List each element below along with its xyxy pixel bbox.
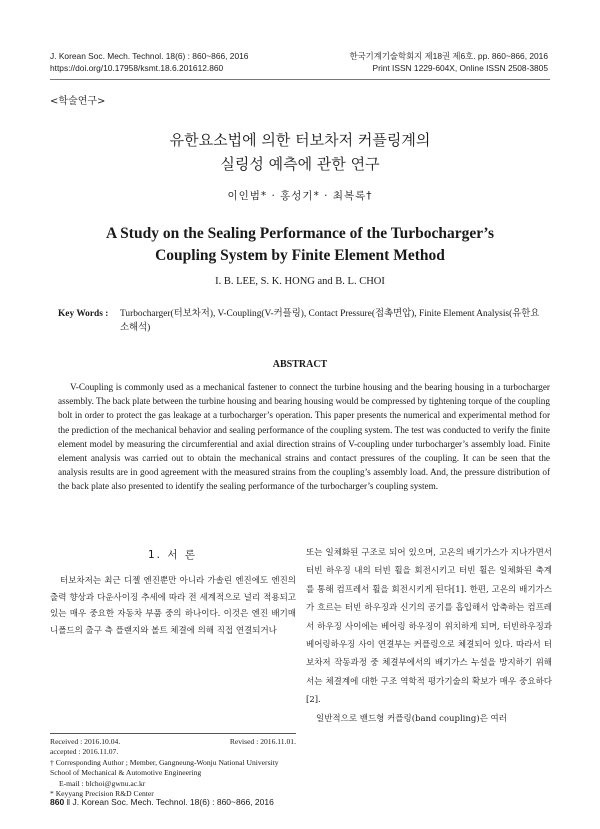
author-affiliation: * Keyyang Precision R&D Center <box>50 789 154 799</box>
received-date: Received : 2016.10.04. <box>50 737 121 746</box>
intro-paragraph-continued: 일반적으로 밴드형 커플링(band coupling)은 여러 <box>316 713 507 724</box>
abstract-title: ABSTRACT <box>272 359 328 370</box>
author-email[interactable]: E-mail : blchoi@gwnu.ac.kr <box>59 778 146 788</box>
footer-journal: J. Korean Soc. Mech. Technol. 18(6) : 860~866, 2016 <box>72 797 274 807</box>
korean-authors: 이인범* · 홍성기* · 최복록† <box>227 190 373 202</box>
english-authors: I. B. LEE, S. K. HONG and B. L. CHOI <box>215 276 385 287</box>
running-header-left <box>50 50 248 74</box>
english-title <box>0 223 600 267</box>
abstract-body: V-Coupling is commonly used as a mechanical fastener to connect the turbine housing and the bearing housing in a turbocharger assembly. The back plate between the turbine housing and bearing housing would be compressed by tightening torque of the coupling bolt in order to protect the gas leakage at a turbocharger’s operation. This paper presents the numerical and experimental method for the prediction of the mechanical behavior and sealing performance of the coupling system. The test was conducted to verify the finite element model by measuring the circumferential and axial direction strains of V-coupling under turbocharger’s assembly load. Finite element analysis was carried out to obtain the mechanical strains and contact pressures of the coupling. It can be seen that the analysis results are in good agreement with the measured strains from the coupling’s assembly load. And, the pressure distribution of the back plate also presented to identify the sealing performance of the turbocharger’s coupling system. <box>58 382 550 492</box>
korean-title <box>0 128 600 176</box>
section-heading: 1. 서 론 <box>148 549 197 561</box>
footnote-divider <box>50 733 296 734</box>
korean-title-line2: 실링성 예측에 관한 연구 <box>220 155 380 173</box>
corresponding-author: † Corresponding Author ; Member, Gangneung-Wonju National University School of Mechanical & Automotive Engineering <box>50 757 279 778</box>
article-category: <학술연구> <box>50 96 106 107</box>
journal-citation: J. Korean Soc. Mech. Technol. 18(6) : 860~866, 2016 <box>50 51 249 61</box>
korean-title-line1: 유한요소법에 의한 터보차저 커플링계의 <box>169 131 431 149</box>
footer-divider-icon: ‖ <box>66 797 73 807</box>
doi-link[interactable]: https://doi.org/10.17958/ksmt.18.6.201612.860 <box>50 63 224 73</box>
page-footer <box>50 797 274 807</box>
issn-line: Print ISSN 1229-604X, Online ISSN 2508-3805 <box>372 63 548 73</box>
footnotes <box>50 737 296 799</box>
keywords-label: Key Words : <box>58 309 109 319</box>
english-title-line2: Coupling System by Finite Element Method <box>155 247 445 264</box>
accepted-date: accepted : 2016.11.07. <box>50 747 119 757</box>
page-number: 860 <box>50 797 65 807</box>
intro-paragraph-right: 또는 일체화된 구조로 되어 있으며, 고온의 배기가스가 지나가면서 터빈 하우징 내의 터빈 휠을 회전시키고 터빈 휠은 일체화된 축계를 통해 컴프레서 휠을 회전시키게 된다[1]. 한편, 고온의 배기가스가 흐르는 터빈 하우징과 신기의 공기를 흡입해서 압축하는 컴프레서 하우징 사이에는 베어링 하우징이 위치하게 되며, 터빈하우징과 베어링하우징 사이 연결부는 커플링으로 체결되어 있다. 따라서 터보차저 작동과정 중 체결부에서의 배기가스 누설을 방지하기 위해서는 체결계에 대한 구조 역학적 평가기술의 확보가 매우 중요하다[2]. <box>306 548 552 706</box>
header-divider <box>50 79 550 80</box>
journal-citation-korean: 한국기계기술학회지 제18권 제6호. pp. 860~866, 2016 <box>349 51 548 61</box>
intro-paragraph-left: 터보차저는 최근 디젤 엔진뿐만 아니라 가솔린 엔진에도 엔진의 출력 향상과 다운사이징 추세에 따라 전 세계적으로 널리 적용되고 있는 매우 중요한 자동차 부품 중의 하나이다. 이것은 엔진 배기매니폴드의 출구 측 플랜지와 볼트 체결에 의해 직접 연결되거나 <box>50 576 296 636</box>
running-header-right <box>349 50 548 74</box>
english-title-line1: A Study on the Sealing Performance of the Turbocharger’s <box>105 225 495 242</box>
revised-date: Revised : 2016.11.01. <box>229 737 296 746</box>
intro-column-right <box>306 544 552 728</box>
keywords-block <box>58 307 548 335</box>
keywords-text: Turbocharger(터보차저), V-Coupling(V-커플링), Contact Pressure(접촉면압), Finite Element Analysis(유한요소해석) <box>120 309 540 333</box>
